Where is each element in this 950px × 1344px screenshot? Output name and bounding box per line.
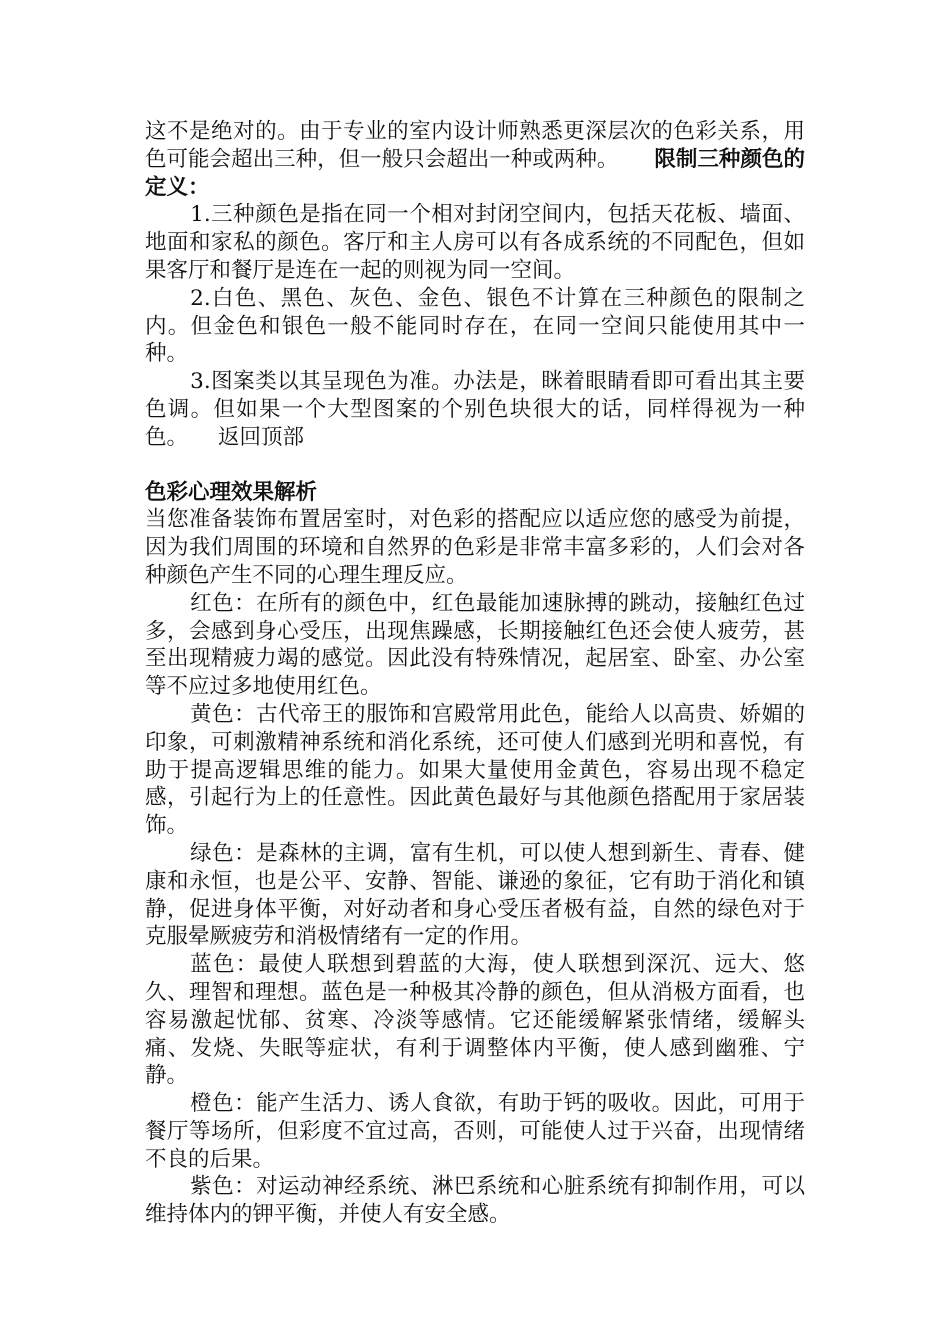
section-heading: 色彩心理效果解析 [145, 479, 318, 505]
limit-heading: 限制三种颜色的定义： [145, 146, 805, 200]
section-spacer [145, 452, 805, 479]
color-paragraph-red: 红色：在所有的颜色中，红色最能加速脉搏的跳动，接触红色过多，会感到身心受压，出现焦躁感，长期接触红色还会使人疲劳，甚至出现精疲力竭的感觉。因此没有特殊情况，起居室、卧室、办公室等不应过多地使用红色。 [145, 590, 805, 700]
back-to-top-link[interactable]: 返回顶部 [218, 424, 305, 450]
rule-paragraph-1: 1.三种颜色是指在同一个相对封闭空间内，包括天花板、墙面、地面和家私的颜色。客厅和主人房可以有各成系统的不同配色，但如果客厅和餐厅是连在一起的则视为同一空间。 [145, 202, 805, 283]
color-paragraph-orange: 橙色：能产生活力、诱人食欲，有助于钙的吸收。因此，可用于餐厅等场所，但彩度不宜过高，否则，可能使人过于兴奋，出现情绪不良的后果。 [145, 1091, 805, 1172]
intro-paragraph [145, 118, 805, 201]
rule-paragraph-3 [145, 368, 805, 451]
color-paragraph-green: 绿色：是森林的主调，富有生机，可以使人想到新生、青春、健康和永恒，也是公平、安静、智能、谦逊的象征，它有助于消化和镇静，促进身体平衡，对好动者和身心受压者极有益，自然的绿色对于克服晕厥疲劳和消极情绪有一定的作用。 [145, 840, 805, 950]
section-intro-paragraph: 当您准备装饰布置居室时，对色彩的搭配应以适应您的感受为前提，因为我们周围的环境和自然界的色彩是非常丰富多彩的，人们会对各种颜色产生不同的心理生理反应。 [145, 507, 805, 588]
document-page [145, 118, 805, 1229]
color-paragraph-blue: 蓝色：最使人联想到碧蓝的大海，使人联想到深沉、远大、悠久、理智和理想。蓝色是一种极其冷静的颜色，但从消极方面看，也容易激起忧郁、贫寒、冷淡等感情。它还能缓解紧张情绪，缓解头痛、发烧、失眠等症状，有利于调整体内平衡，使人感到幽雅、宁静。 [145, 952, 805, 1089]
rule-3-text: 3.图案类以其呈现色为准。办法是，眯着眼睛看即可看出其主要色调。但如果一个大型图案的个别色块很大的话，同样得视为一种色。 [145, 369, 805, 450]
intro-text: 这不是绝对的。由于专业的室内设计师熟悉更深层次的色彩关系，用色可能会超出三种，但一般只会超出一种或两种。 [145, 119, 805, 172]
color-paragraph-yellow: 黄色：古代帝王的服饰和宫殿常用此色，能给人以高贵、娇媚的印象，可刺激精神系统和消化系统，还可使人们感到光明和喜悦，有助于提高逻辑思维的能力。如果大量使用金黄色，容易出现不稳定感，引起行为上的任意性。因此黄色最好与其他颜色搭配用于家居装饰。 [145, 701, 805, 839]
rule-paragraph-2: 2.白色、黑色、灰色、金色、银色不计算在三种颜色的限制之内。但金色和银色一般不能同时存在，在同一空间只能使用其中一种。 [145, 285, 805, 367]
color-paragraph-purple: 紫色：对运动神经系统、淋巴系统和心脏系统有抑制作用，可以维持体内的钾平衡，并使人有安全感。 [145, 1174, 805, 1228]
